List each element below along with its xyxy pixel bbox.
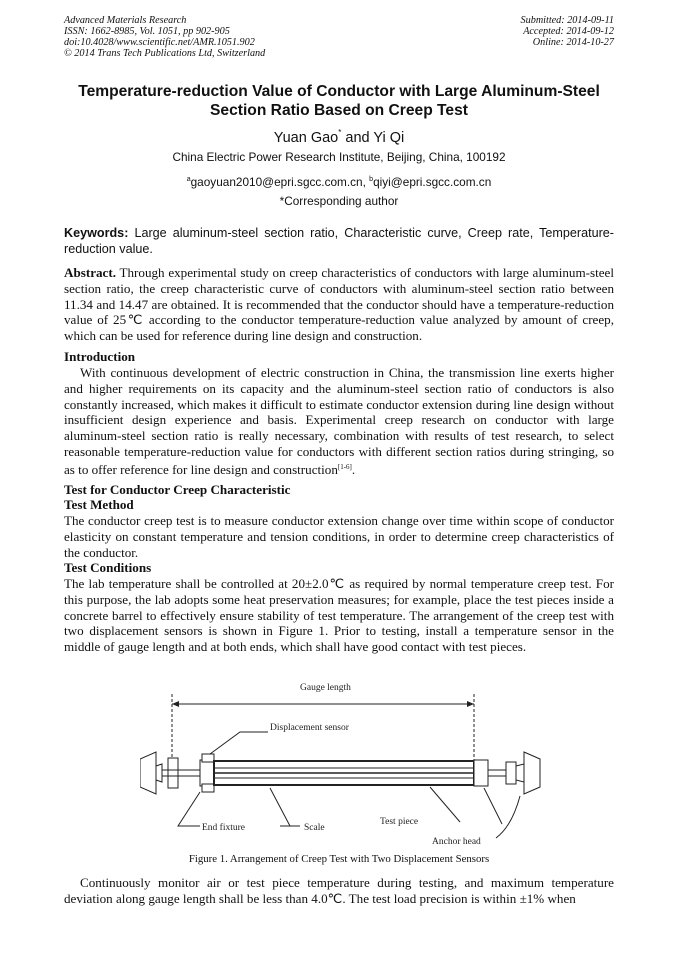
right-anchor-head xyxy=(474,760,488,786)
left-end-fixture xyxy=(140,752,156,794)
corresponding-mark: * xyxy=(338,128,342,137)
submission-dates xyxy=(521,15,614,48)
anchor-curve-leader xyxy=(496,796,520,838)
author-conjunction: and xyxy=(341,130,374,146)
doi-line: doi:10.4028/www.scientific.net/AMR.1051.902 xyxy=(64,37,255,48)
abstract-text: Through experimental study on creep characteristics of conductors with large aluminum-steel section ratio, the creep characteristic curve of conductors with aluminum-steel section ratio between 11.34 and 14.47 are obtained. It is recommended that the conductor should have a temperature-reduction value of 25℃ according to the conductor temperature-reduction value analyzed by amount of creep, which can be used for reference during line design and construction. xyxy=(64,265,614,344)
test-conditions-paragraph: The lab temperature shall be controlled at 20±2.0℃ as required by normal temperature creep test. For this purpose, the lab adopts some heat preservation measures; for example, place the test pieces inside a concrete barrel to effectively ensure stability of test temperature. The arrangement of the creep test with two displacement sensors is shown in Figure 1. Prior to testing, install a temperature sensor in the middle of gauge length and at both ends, which shall have good contact with test pieces. xyxy=(64,576,614,655)
journal-name: Advanced Materials Research xyxy=(64,15,187,26)
copyright-line: © 2014 Trans Tech Publications Ltd, Switzerland xyxy=(64,48,266,59)
keywords-text: Large aluminum-steel section ratio, Characteristic curve, Creep rate, Temperature-reduction value. xyxy=(64,226,614,256)
abstract xyxy=(64,265,614,344)
keywords xyxy=(64,226,614,257)
anchor-head-leader xyxy=(484,788,502,824)
introduction-paragraph: With continuous development of electric construction in China, the transmission line exerts higher and higher requirements on its capacity and the aluminum-steel section ratio of conductors is also constantly increased, which makes it difficult to estimate conductor extension during line design without insufficient design experience and basis. Experimental creep research on conductor with large aluminum-steel section ratio is really necessary, combination with results of test research, to select reasonable temperature-reduction value for conductors with different section ratios during stringing, so as to offer reference for line design and construction[1-6]. xyxy=(64,365,614,477)
test-method-paragraph: The conductor creep test is to measure conductor extension change over time within scope of conductor elasticity on constant temperature and tension conditions, in order to determine creep characteristics of the conductor. xyxy=(64,513,614,560)
affiliation: China Electric Power Research Institute, Beijing, China, 100192 xyxy=(172,150,506,164)
citation: [1-6] xyxy=(337,462,352,471)
issn-line: ISSN: 1662-8985, Vol. 1051, pp 902-905 xyxy=(64,26,230,37)
gauge-arrow-left xyxy=(172,701,179,707)
submitted-date: Submitted: 2014-09-11 xyxy=(520,15,614,26)
paper-title: Temperature-reduction Value of Conductor with Large Aluminum-Steel Section Ratio Based on Creep Test xyxy=(78,83,600,119)
author-1: Yuan Gao xyxy=(273,130,339,146)
label-anchor-head: Anchor head xyxy=(432,837,481,847)
email-b: qiyi@epri.sgcc.com.cn xyxy=(373,175,492,189)
sensor-leader xyxy=(210,732,268,754)
abstract-label: Abstract. xyxy=(64,265,116,280)
label-scale: Scale xyxy=(304,823,325,833)
creep-test-diagram xyxy=(140,676,560,856)
lower-sensor xyxy=(202,784,214,792)
label-displacement-sensor: Displacement sensor xyxy=(270,723,349,733)
email-a: gaoyuan2010@epri.sgcc.com.cn, xyxy=(190,175,370,189)
keywords-label: Keywords: xyxy=(64,226,129,240)
end-fixture-leader xyxy=(178,792,200,826)
email-line: $^a$gaoyuan2010@epri.sgcc.com.cn, $^b$qiyi@epri.sgcc.com.cn xyxy=(186,175,492,189)
figure-1 xyxy=(140,676,560,856)
gauge-arrow-right xyxy=(467,701,474,707)
continuation-paragraph: Continuously monitor air or test piece temperature during testing, and maximum temperature deviation along gauge length shall be less than 4.0℃. The test load precision is within ±1% when xyxy=(64,875,614,906)
journal-info xyxy=(64,15,265,59)
upper-sensor xyxy=(202,754,214,762)
scale-leader xyxy=(270,788,290,826)
heading-test-conditions: Test Conditions xyxy=(64,560,152,575)
online-date: Online: 2014-10-27 xyxy=(532,37,614,48)
corresponding-note: *Corresponding author xyxy=(279,194,399,208)
label-test-piece: Test piece xyxy=(380,817,419,827)
figure-caption: Figure 1. Arrangement of Creep Test with Two Displacement Sensors xyxy=(188,853,490,865)
right-end-fixture xyxy=(524,752,540,794)
author-line xyxy=(64,124,614,147)
heading-test-section: Test for Conductor Creep Characteristic xyxy=(64,482,291,497)
left-anchor-head xyxy=(200,760,214,786)
label-end-fixture: End fixture xyxy=(202,823,246,833)
heading-test-method: Test Method xyxy=(64,497,134,512)
heading-introduction: Introduction xyxy=(64,349,136,364)
author-2: Yi Qi xyxy=(373,130,405,146)
label-gauge-length: Gauge length xyxy=(300,683,351,693)
accepted-date: Accepted: 2014-09-12 xyxy=(523,26,614,37)
test-piece-leader xyxy=(430,787,460,822)
